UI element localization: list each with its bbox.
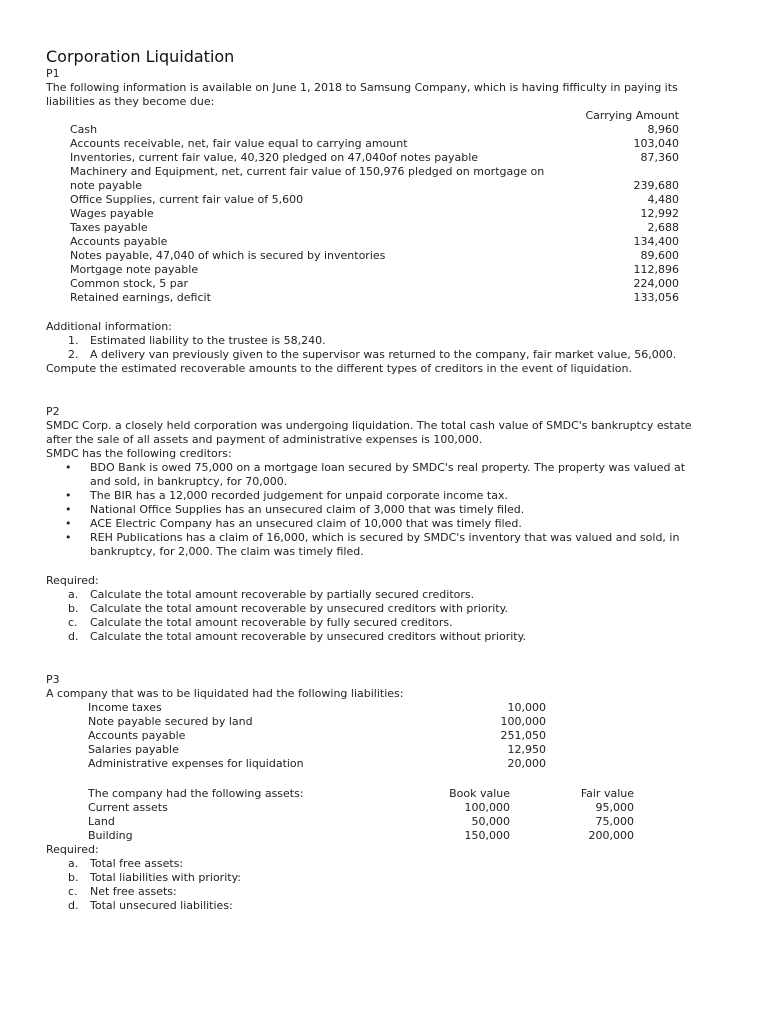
p1-item-label: Taxes payable	[70, 221, 148, 234]
p1-item-label: Mortgage note payable	[70, 263, 199, 276]
p1-item-amount: 134,400	[633, 235, 679, 248]
p1-item-amount: 2,688	[647, 221, 679, 234]
p3-liability-label: Accounts payable	[88, 729, 186, 742]
problem-label-p3: P3	[46, 673, 60, 686]
p2-required-text: Calculate the total amount recoverable by partially secured creditors.	[90, 588, 475, 601]
problem-label-p2: P2	[46, 405, 60, 418]
p3-required-text: Total liabilities with priority:	[90, 871, 241, 884]
problem-label-p1: P1	[46, 67, 60, 80]
p1-additional-text: A delivery van previously given to the supervisor was returned to the company, fair market value, 56,000.	[90, 348, 677, 361]
p3-required-letter: a.	[68, 857, 79, 870]
p2-required-text: Calculate the total amount recoverable by fully secured creditors.	[90, 616, 453, 629]
p1-intro-line1: The following information is available on June 1, 2018 to Samsung Company, which is having fifficulty in paying its	[46, 81, 678, 94]
p3-liability-label: Note payable secured by land	[88, 715, 253, 728]
p3-asset-label: Land	[88, 815, 115, 828]
p1-item-label: Cash	[70, 123, 98, 136]
p3-required-letter: b.	[68, 871, 79, 884]
p1-item-amount: 224,000	[633, 277, 679, 290]
bullet-icon: •	[65, 517, 72, 530]
p3-asset-book: 100,000	[464, 801, 510, 814]
p3-asset-book: 150,000	[464, 829, 510, 842]
p3-required-text: Total unsecured liabilities:	[90, 899, 233, 912]
p1-item-amount: 133,056	[633, 291, 679, 304]
p2-creditor-item: BDO Bank is owed 75,000 on a mortgage loan secured by SMDC's real property. The property was valued at	[90, 461, 686, 474]
p3-liability-label: Administrative expenses for liquidation	[88, 757, 304, 770]
p2-intro-line3: SMDC has the following creditors:	[46, 447, 232, 460]
p2-required-letter: a.	[68, 588, 79, 601]
bullet-icon: •	[65, 461, 72, 474]
p2-creditor-item: The BIR has a 12,000 recorded judgement for unpaid corporate income tax.	[90, 489, 508, 502]
p1-item-label: Notes payable, 47,040 of which is secured by inventories	[70, 249, 386, 262]
p1-item-label-cont: note payable	[70, 179, 143, 192]
p3-liability-amount: 10,000	[507, 701, 546, 714]
p1-additional-text: Estimated liability to the trustee is 58,240.	[90, 334, 326, 347]
p3-fair-header: Fair value	[580, 787, 634, 800]
p1-additional-label: Additional information:	[46, 320, 172, 333]
bullet-icon: •	[65, 489, 72, 502]
p3-required-letter: d.	[68, 899, 79, 912]
p1-item-label: Wages payable	[70, 207, 154, 220]
p2-required-label: Required:	[46, 574, 99, 587]
p1-item-label: Common stock, 5 par	[70, 277, 188, 290]
p1-item-label: Accounts receivable, net, fair value equal to carrying amount	[70, 137, 408, 150]
p2-required-letter: d.	[68, 630, 79, 643]
p3-required-label: Required:	[46, 843, 99, 856]
p1-item-label: Retained earnings, deficit	[70, 291, 211, 304]
p1-item-label: Inventories, current fair value, 40,320 pledged on 47,040of notes payable	[70, 151, 479, 164]
p2-creditor-item: National Office Supplies has an unsecured claim of 3,000 that was timely filed.	[90, 503, 525, 516]
p3-required-text: Total free assets:	[90, 857, 184, 870]
p1-item-label: Office Supplies, current fair value of 5,600	[70, 193, 304, 206]
p3-intro: A company that was to be liquidated had the following liabilities:	[46, 687, 404, 700]
p3-asset-fair: 95,000	[595, 801, 634, 814]
p3-asset-label: Building	[88, 829, 133, 842]
p3-liability-amount: 12,950	[507, 743, 546, 756]
p2-required-text: Calculate the total amount recoverable by unsecured creditors with priority.	[90, 602, 509, 615]
p3-asset-label: Current assets	[88, 801, 168, 814]
p2-creditor-item: REH Publications has a claim of 16,000, which is secured by SMDC's inventory that was valued and sold, in	[90, 531, 680, 544]
p3-book-header: Book value	[449, 787, 510, 800]
p2-creditor-item-cont: bankruptcy, for 2,000. The claim was timely filed.	[90, 545, 364, 558]
p1-item-amount: 239,680	[633, 179, 679, 192]
p1-item-amount: 87,360	[640, 151, 679, 164]
p3-liability-label: Salaries payable	[88, 743, 179, 756]
p1-additional-num: 2.	[68, 348, 79, 361]
p1-additional-num: 1.	[68, 334, 79, 347]
p3-liability-amount: 100,000	[500, 715, 546, 728]
p1-column-header: Carrying Amount	[585, 109, 679, 122]
p1-item-amount: 89,600	[640, 249, 679, 262]
p2-intro-line2: after the sale of all assets and payment of administrative expenses is 100,000.	[46, 433, 483, 446]
p1-item-amount: 112,896	[633, 263, 679, 276]
p3-required-letter: c.	[68, 885, 78, 898]
bullet-icon: •	[65, 503, 72, 516]
p3-asset-fair: 75,000	[595, 815, 634, 828]
p1-item-amount: 12,992	[640, 207, 679, 220]
p2-required-letter: b.	[68, 602, 79, 615]
p3-required-text: Net free assets:	[90, 885, 177, 898]
p1-item-amount: 4,480	[647, 193, 679, 206]
p2-intro-line1: SMDC Corp. a closely held corporation was undergoing liquidation. The total cash value of SMDC's bankruptcy estate	[46, 419, 692, 432]
p1-item-label: Machinery and Equipment, net, current fair value of 150,976 pledged on mortgage on	[70, 165, 545, 178]
p2-creditor-item: ACE Electric Company has an unsecured claim of 10,000 that was timely filed.	[90, 517, 522, 530]
p3-liability-label: Income taxes	[88, 701, 162, 714]
p3-asset-book: 50,000	[471, 815, 510, 828]
p1-instruction: Compute the estimated recoverable amounts to the different types of creditors in the event of liquidation.	[46, 362, 632, 375]
p1-item-amount: 8,960	[647, 123, 679, 136]
bullet-icon: •	[65, 531, 72, 544]
p1-item-label: Accounts payable	[70, 235, 168, 248]
p3-liability-amount: 251,050	[500, 729, 546, 742]
page-title: Corporation Liquidation	[46, 47, 235, 66]
p2-required-text: Calculate the total amount recoverable by unsecured creditors without priority.	[90, 630, 527, 643]
p2-required-letter: c.	[68, 616, 78, 629]
p3-asset-fair: 200,000	[588, 829, 634, 842]
p3-assets-label: The company had the following assets:	[88, 787, 304, 800]
p1-intro-line2: liabilities as they become due:	[46, 95, 215, 108]
p3-liability-amount: 20,000	[507, 757, 546, 770]
p2-creditor-item-cont: and sold, in bankruptcy, for 70,000.	[90, 475, 288, 488]
p1-item-amount: 103,040	[633, 137, 679, 150]
